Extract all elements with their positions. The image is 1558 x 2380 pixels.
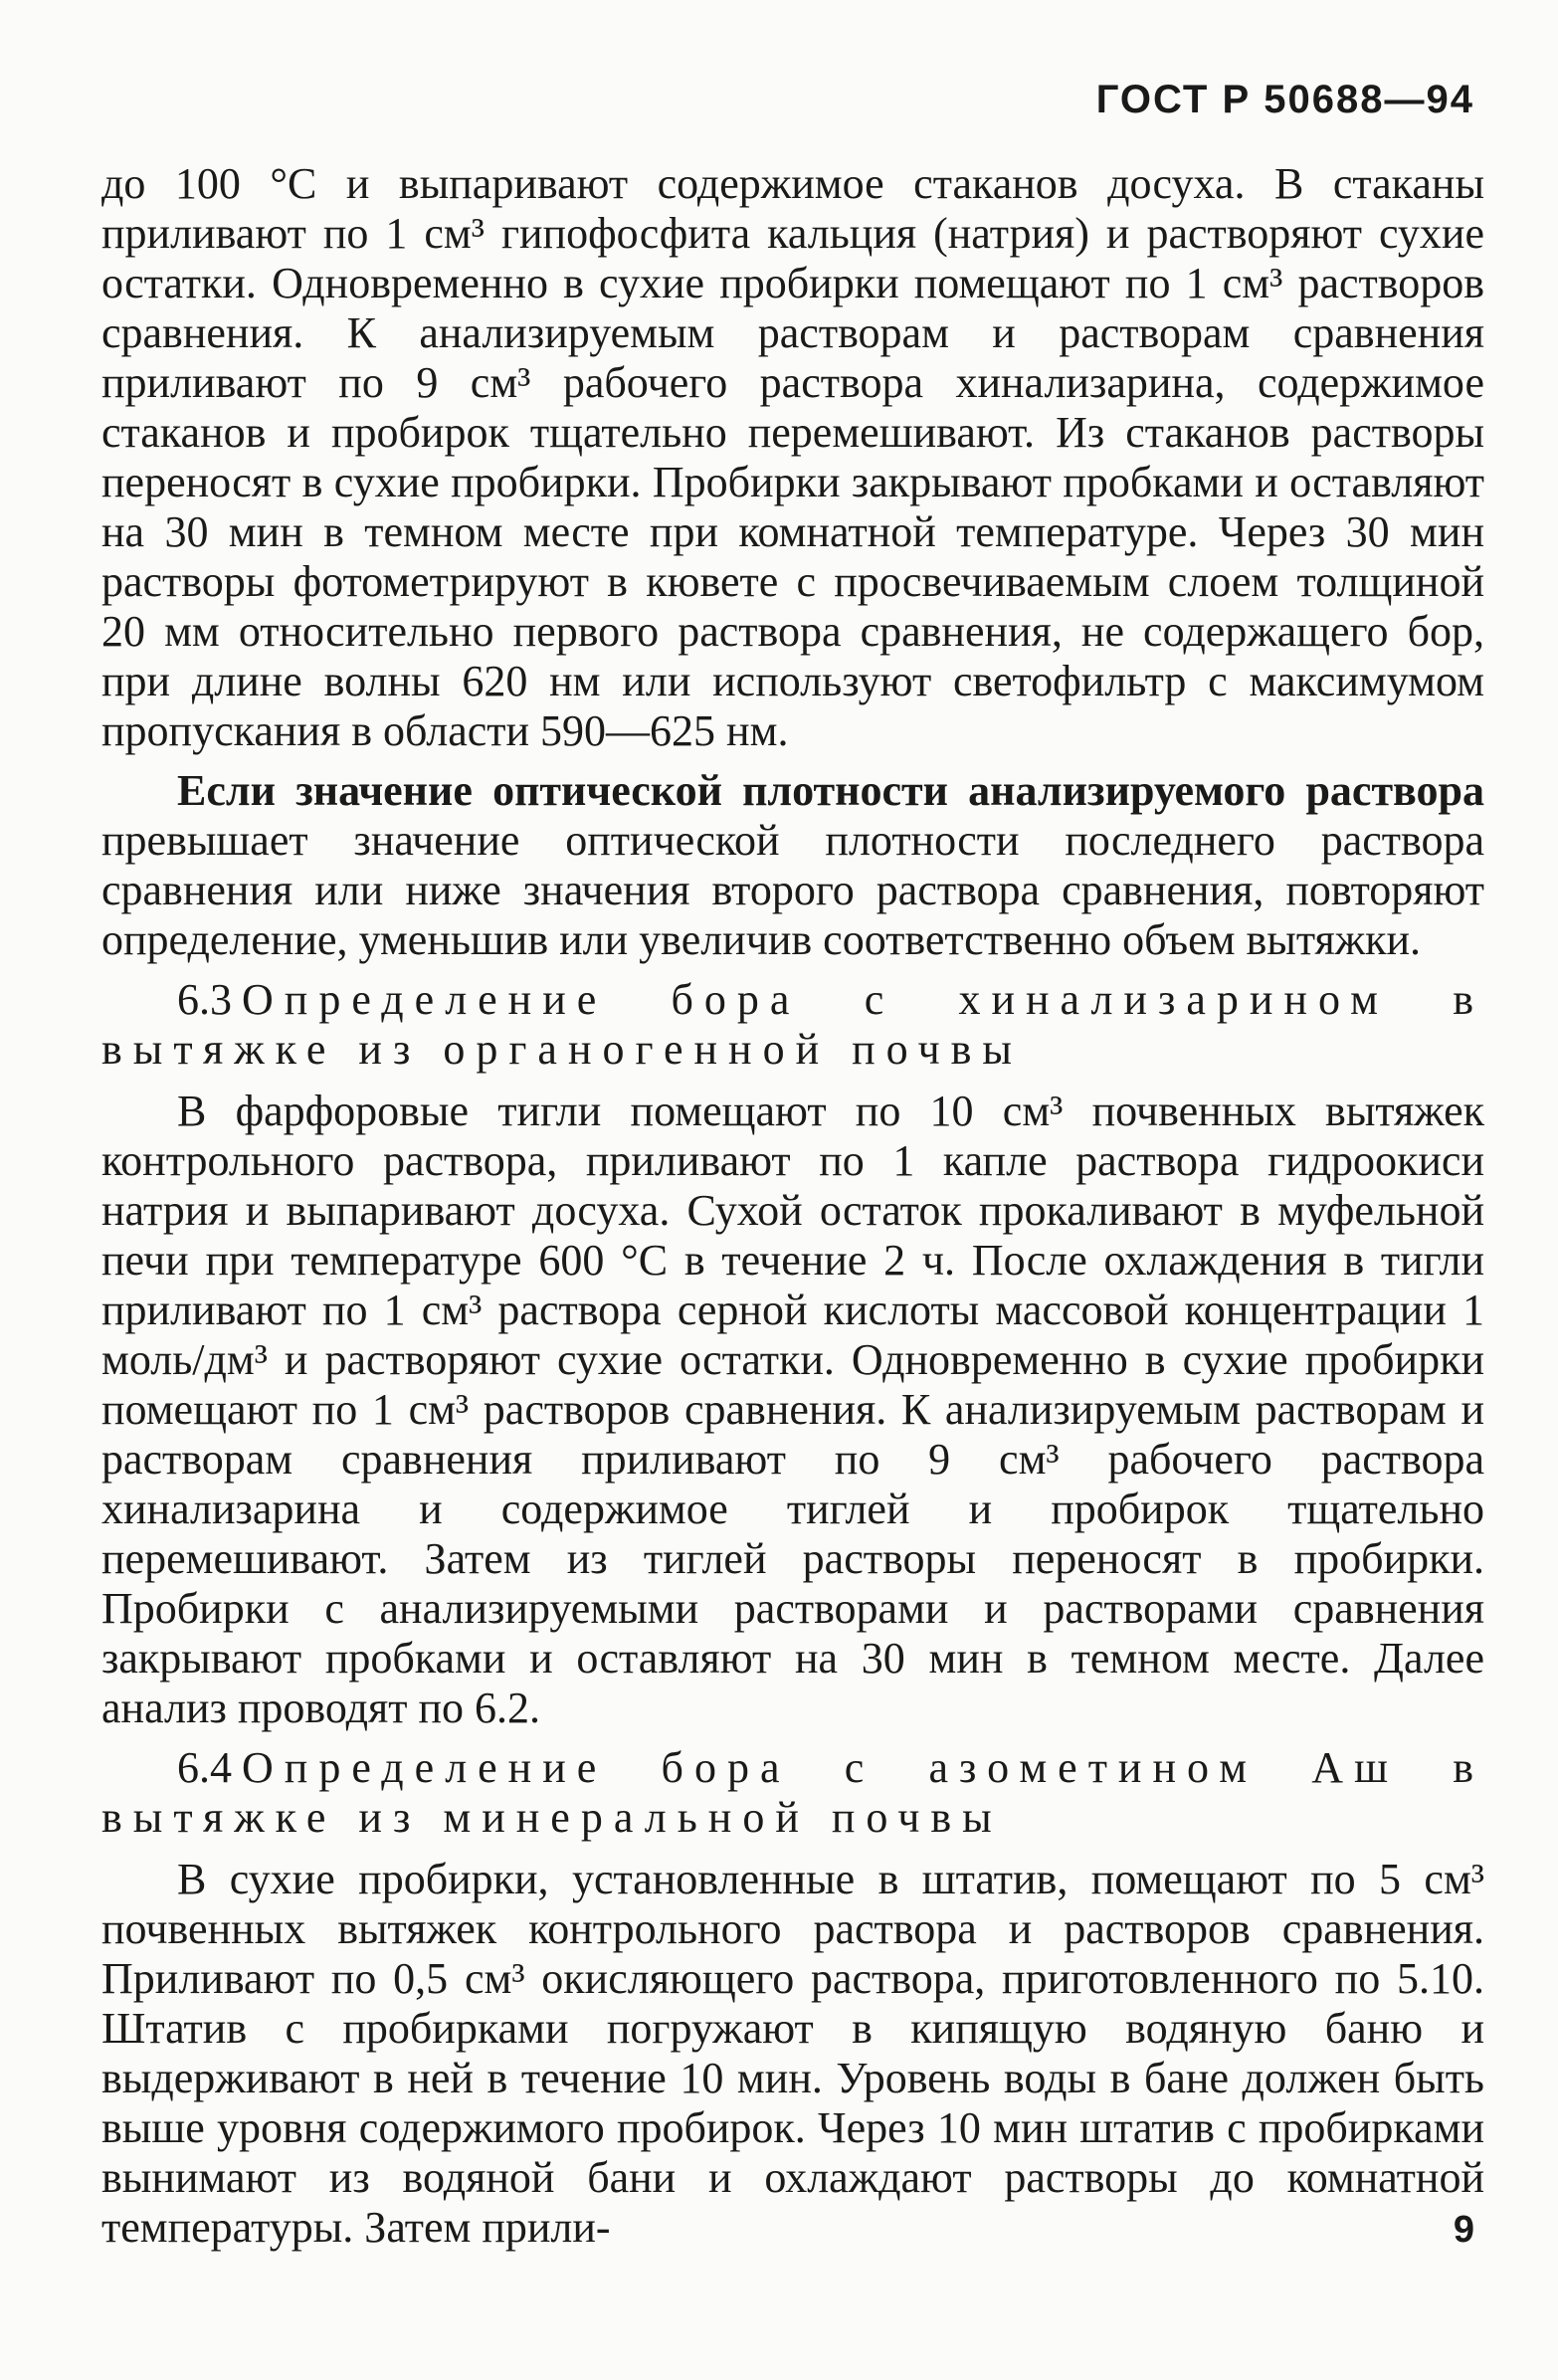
- page-number: 9: [1453, 2209, 1474, 2251]
- section-title: Определение бора с хинализарином в вытяжке из органогенной почвы: [101, 975, 1484, 1074]
- paragraph-optical-density: [101, 766, 1484, 965]
- document-body: [101, 159, 1484, 2263]
- paragraph-lead-text: Если значение оптической плотности анализируемого раствора: [177, 766, 1484, 815]
- section-number: 6.3: [177, 975, 232, 1024]
- section-heading-6-4: [101, 1743, 1484, 1843]
- section-heading-6-3: [101, 975, 1484, 1075]
- standard-header: ГОСТ Р 50688—94: [1095, 78, 1474, 121]
- paragraph-mineral-soil: В сухие пробирки, установленные в штатив, помещают по 5 см³ почвенных вытяжек контрольного раствора и растворов сравнения. Приливают по 0,5 см³ окисляющего раствора, приготовленного по 5.10. Штатив с пробирками погружают в кипящую водяную баню и выдерживают в ней в течение 10 мин. Уровень воды в бане должен быть выше уровня содержимого пробирок. Через 10 мин штатив с пробирками вынимают из водяной бани и охлаждают растворы до комнатной температуры. Затем прили-: [101, 1855, 1484, 2252]
- paragraph-text: превышает значение оптической плотности последнего раствора сравнения или ниже значения второго раствора сравнения, повторяют определение, уменьшив или увеличив соответственно объем вытяжки.: [101, 816, 1484, 964]
- paragraph-organogenic-soil: В фарфоровые тигли помещают по 10 см³ почвенных вытяжек контрольного раствора, приливают по 1 капле раствора гидроокиси натрия и выпаривают досуха. Сухой остаток прокаливают в муфельной печи при температуре 600 °С в течение 2 ч. После охлаждения в тигли приливают по 1 см³ раствора серной кислоты массовой концентрации 1 моль/дм³ и растворяют сухие остатки. Одновременно в сухие пробирки помещают по 1 см³ растворов сравнения. К анализируемым растворам и растворам сравнения приливают по 9 см³ рабочего раствора хинализарина и содержимое тиглей и пробирок тщательно перемешивают. Затем из тиглей растворы переносят в пробирки. Пробирки с анализируемыми растворами и растворами сравнения закрывают пробками и оставляют на 30 мин в темном месте. Далее анализ проводят по 6.2.: [101, 1087, 1484, 1732]
- paragraph-continuation: до 100 °С и выпаривают содержимое стаканов досуха. В стаканы приливают по 1 см³ гипофосфита кальция (натрия) и растворяют сухие остатки. Одновременно в сухие пробирки помещают по 1 см³ растворов сравнения. К анализируемым растворам и растворам сравнения приливают по 9 см³ рабочего раствора хинализарина, содержимое стаканов и пробирок тщательно перемешивают. Из стаканов растворы переносят в сухие пробирки. Пробирки закрывают пробками и оставляют на 30 мин в темном месте при комнатной температуре. Через 30 мин растворы фотометрируют в кювете с просвечиваемым слоем толщиной 20 мм относительно первого раствора сравнения, не содержащего бор, при длине волны 620 нм или используют светофильтр с максимумом пропускания в области 590—625 нм.: [101, 159, 1484, 755]
- section-number: 6.4: [177, 1743, 232, 1792]
- section-title: Определение бора с азометином Аш в вытяжке из минеральной почвы: [101, 1743, 1484, 1842]
